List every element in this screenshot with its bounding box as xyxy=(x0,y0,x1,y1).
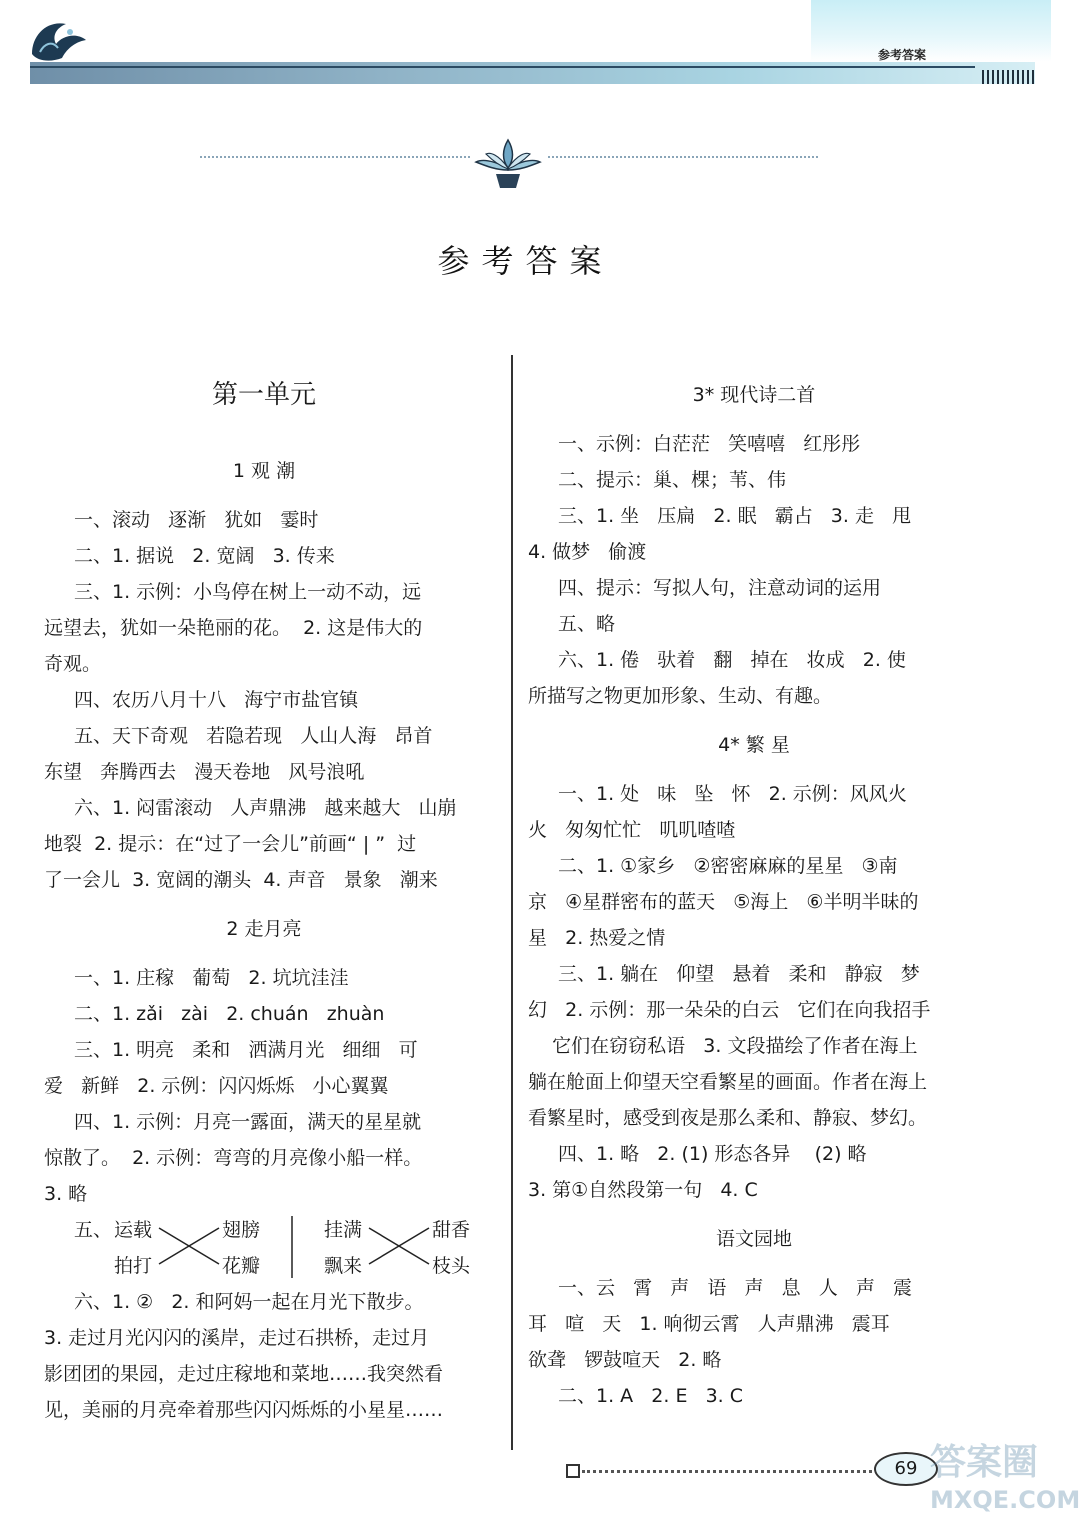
matching-word: 甜香 xyxy=(432,1219,471,1241)
watermark xyxy=(930,1440,1080,1532)
answer-line: 火 匆匆忙忙 叽叽喳喳 xyxy=(528,819,736,841)
title-divider-right xyxy=(548,156,818,164)
matching-word: 运载 xyxy=(114,1219,153,1241)
answer-line: 奇观。 xyxy=(44,653,102,675)
answer-line: 东望 奔腾西去 漫天卷地 风号浪吼 xyxy=(44,761,365,783)
answer-line: 六、1. 倦 驮着 翻 掉在 妆成 2. 使 xyxy=(558,649,906,671)
lesson-title: 3* 现代诗二首 xyxy=(692,384,816,406)
lesson-title: 1 观 潮 xyxy=(232,460,296,482)
unit-title: 第一单元 xyxy=(211,380,316,410)
answer-line: 二、1. 据说 2. 宽阔 3. 传来 xyxy=(74,545,335,567)
watermark-text: 答案圈 xyxy=(930,1442,1039,1483)
matching-word: 花瓣 xyxy=(222,1255,261,1277)
answer-line: 它们在窃窃私语 3. 文段描绘了作者在海上 xyxy=(528,1035,918,1057)
footer-dotted-rule xyxy=(582,1470,872,1473)
page-number: 69 xyxy=(874,1452,938,1486)
answer-line: 欲聋 锣鼓喧天 2. 略 xyxy=(528,1349,722,1371)
answer-line: 三、1. 坐 压扁 2. 眠 霸占 3. 走 甩 xyxy=(558,505,912,527)
answer-line: 幻 2. 示例：那一朵朵的白云 它们在向我招手 xyxy=(528,999,931,1021)
answer-line: 看繁星时，感受到夜是那么柔和、静寂、梦幻。 xyxy=(528,1107,928,1129)
header-section-label: 参考答案 xyxy=(878,48,927,62)
answer-line: 耳 喧 天 1. 响彻云霄 人声鼎沸 震耳 xyxy=(528,1313,890,1335)
answer-line: 三、1. 明亮 柔和 洒满月光 细细 可 xyxy=(74,1039,418,1061)
answer-line: 二、1. ①家乡 ②密密麻麻的星星 ③南 xyxy=(558,855,898,877)
answer-line: 所描写之物更加形象、生动、有趣。 xyxy=(528,685,833,707)
answer-line: 一、示例：白茫茫 笑嘻嘻 红彤彤 xyxy=(558,433,861,455)
answer-line: 影团团的果园，走过庄稼地和菜地……我突然看 xyxy=(44,1363,444,1385)
answer-line: 二、1. zǎi zài 2. chuán zhuàn xyxy=(74,1003,385,1025)
answer-line: 地裂 2. 提示：在“过了一会儿”前画“ | ” 过 xyxy=(44,833,417,855)
matching-word: 飘来 xyxy=(324,1255,363,1277)
header-glow xyxy=(811,0,1051,62)
answer-line: 一、1. 庄稼 葡萄 2. 坑坑洼洼 xyxy=(74,967,349,989)
flower-ornament-icon xyxy=(472,136,544,192)
answer-line: 六、1. ② 2. 和阿妈一起在月光下散步。 xyxy=(74,1291,424,1313)
header-rule xyxy=(30,66,975,68)
answer-line: 了一会儿 3. 宽阔的潮头 4. 声音 景象 潮来 xyxy=(44,869,438,891)
answer-line: 一、1. 处 味 坠 怀 2. 示例：风风火 xyxy=(558,783,907,805)
answer-line: 一、滚动 逐渐 犹如 霎时 xyxy=(74,509,319,531)
answer-line: 爱 新鲜 2. 示例：闪闪烁烁 小心翼翼 xyxy=(44,1075,389,1097)
lesson-title: 4* 繁 星 xyxy=(718,734,790,756)
matching-word: 枝头 xyxy=(432,1255,471,1277)
answer-line: 四、1. 略 2. (1) 形态各异 (2) 略 xyxy=(558,1143,867,1165)
answer-line: 五、略 xyxy=(558,613,616,635)
answer-line: 二、1. A 2. E 3. C xyxy=(558,1385,744,1407)
matching-prefix: 五、 xyxy=(74,1219,113,1241)
left-column xyxy=(44,370,484,1428)
barcode-decoration xyxy=(982,70,1034,84)
answer-line: 五、天下奇观 若隐若现 人山人海 昂首 xyxy=(74,725,433,747)
word-matching-figure xyxy=(44,1212,484,1284)
answer-line: 远望去，犹如一朵艳丽的花。 2. 这是伟大的 xyxy=(44,617,423,639)
answer-line: 三、1. 躺在 仰望 悬着 柔和 静寂 梦 xyxy=(558,963,920,985)
answer-line: 六、1. 闷雷滚动 人声鼎沸 越来越大 山崩 xyxy=(74,797,457,819)
matching-word: 挂满 xyxy=(324,1219,363,1241)
section-title: 语文园地 xyxy=(715,1228,792,1250)
answer-line: 见，美丽的月亮牵着那些闪闪烁烁的小星星…… xyxy=(44,1399,444,1421)
answer-line: 3. 走过月光闪闪的溪岸，走过石拱桥，走过月 xyxy=(44,1327,430,1349)
matching-word: 翅膀 xyxy=(222,1219,261,1241)
page-title: 参考答案 xyxy=(437,242,614,280)
answer-line: 二、提示：巢、棵；苇、伟 xyxy=(558,469,787,491)
answer-line: 四、农历八月十八 海宁市盐官镇 xyxy=(74,689,359,711)
answer-line: 3. 略 xyxy=(44,1183,88,1205)
answer-line: 京 ④星群密布的蓝天 ⑤海上 ⑥半明半昧的 xyxy=(528,891,919,913)
right-column xyxy=(528,370,980,1414)
column-divider xyxy=(511,355,513,1450)
matching-word: 拍打 xyxy=(114,1255,153,1277)
answer-line: 三、1. 示例：小鸟停在树上一动不动，远 xyxy=(74,581,422,603)
answer-line: 星 2. 热爱之情 xyxy=(528,927,666,949)
footer-square-icon xyxy=(566,1464,580,1478)
answer-line: 3. 第①自然段第一句 4. C xyxy=(528,1179,758,1201)
wave-logo-icon xyxy=(26,14,90,66)
answer-line: 四、提示：写拟人句，注意动词的运用 xyxy=(558,577,882,599)
lesson-title: 2 走月亮 xyxy=(226,918,302,940)
answer-line: 4. 做梦 偷渡 xyxy=(528,541,647,563)
watermark-url: MXQE.COM xyxy=(930,1486,1080,1514)
answer-line: 躺在舱面上仰望天空看繁星的画面。作者在海上 xyxy=(528,1071,928,1093)
title-divider-left xyxy=(200,156,470,164)
answer-line: 惊散了。 2. 示例：弯弯的月亮像小船一样。 xyxy=(44,1147,423,1169)
answer-line: 四、1. 示例：月亮一露面，满天的星星就 xyxy=(74,1111,422,1133)
answer-line: 一、云 霄 声 语 声 息 人 声 震 xyxy=(558,1277,912,1299)
